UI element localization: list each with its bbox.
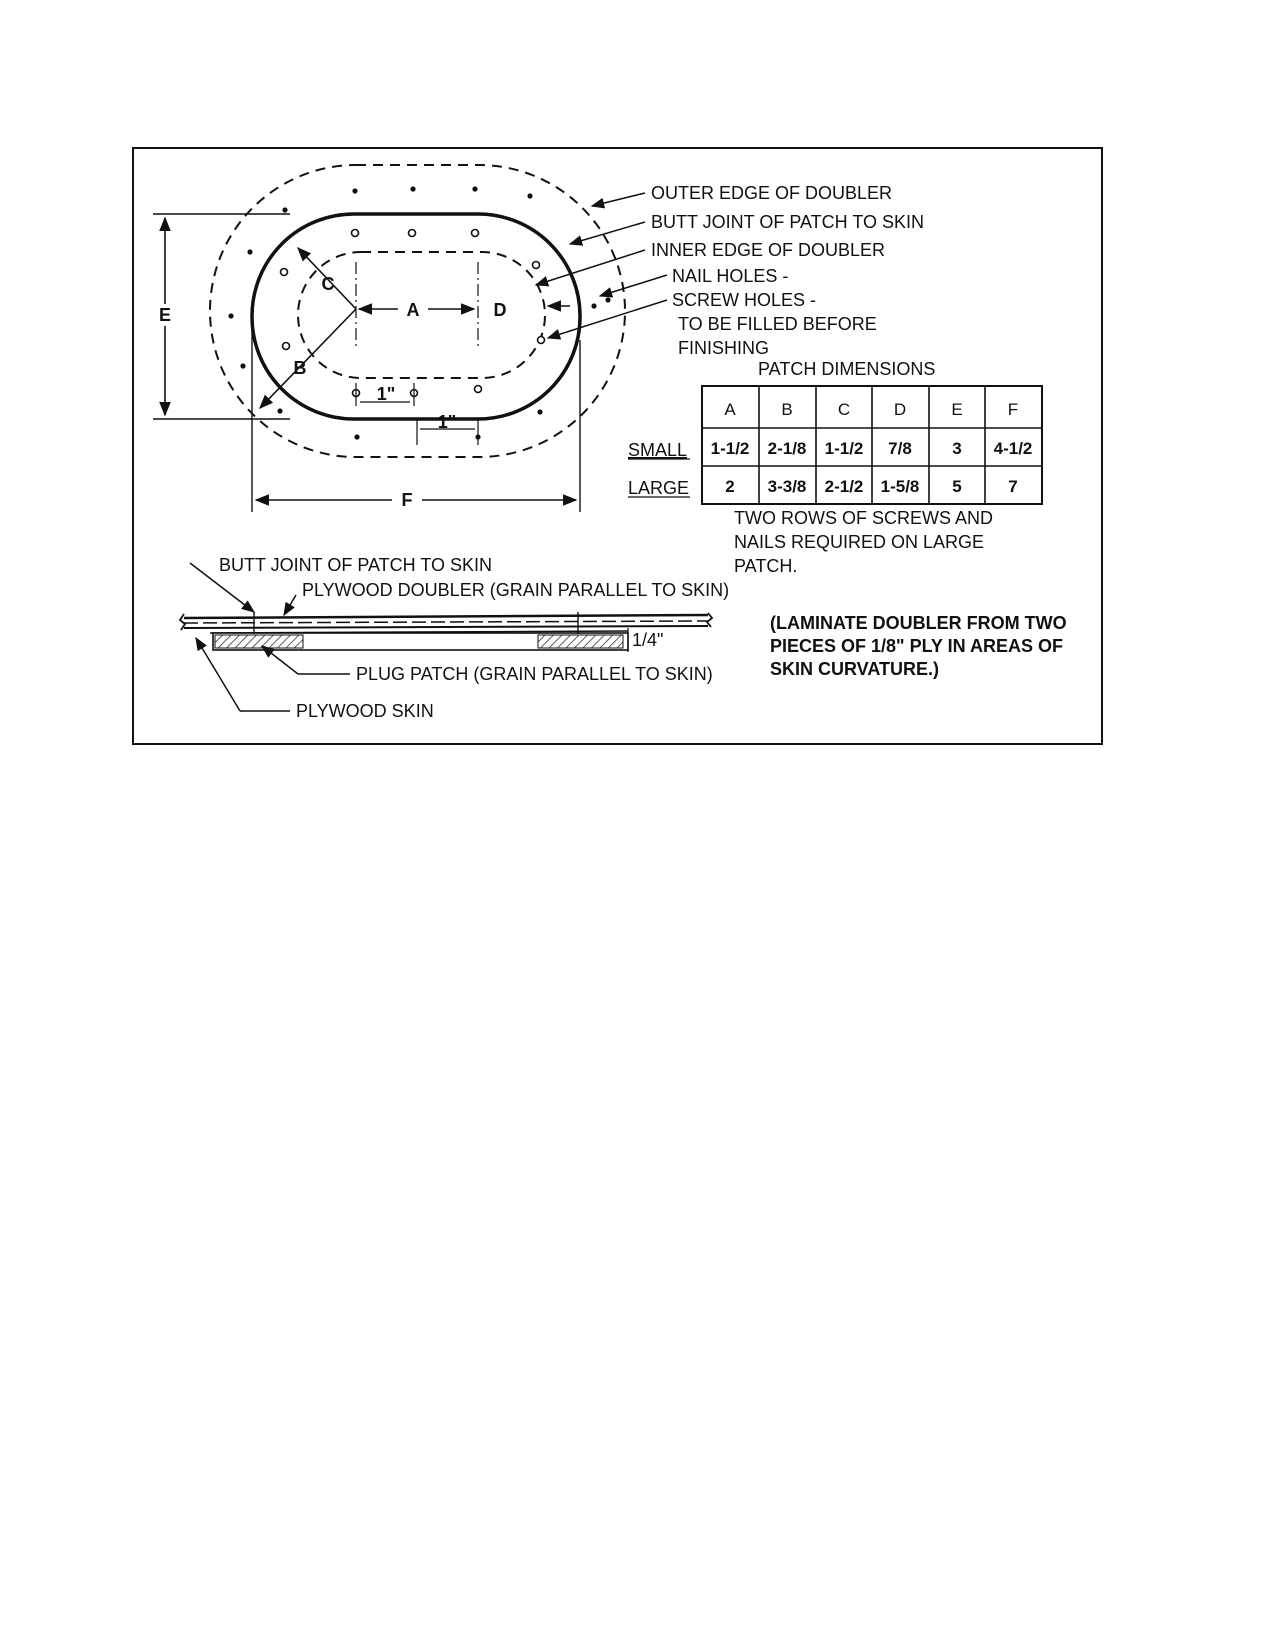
table-note-line3: PATCH.: [734, 556, 798, 576]
table-cell: 7: [1008, 477, 1018, 496]
callout-fill-line1: TO BE FILLED BEFORE: [678, 314, 877, 334]
table-header: A: [724, 400, 736, 419]
table-header: C: [837, 400, 851, 419]
table-cell: 1-5/8: [880, 477, 920, 496]
screw-hole: [352, 230, 359, 237]
table-header: D: [893, 400, 907, 419]
section-view: [180, 555, 729, 721]
row-label-large: LARGE: [628, 478, 690, 498]
table-header: F: [1007, 400, 1019, 419]
dimension-f-label: F: [401, 490, 413, 510]
callout-nail-holes: NAIL HOLES -: [672, 266, 789, 286]
section-skin-line3: [184, 626, 708, 628]
section-butt-joint-label: BUTT JOINT OF PATCH TO SKIN: [219, 555, 493, 575]
section-left-hatch: [215, 635, 303, 648]
screw-hole: [538, 337, 545, 344]
table-cell: 2-1/2: [824, 477, 864, 496]
table-note-line1: TWO ROWS OF SCREWS AND: [734, 508, 993, 528]
callout-leader-inner-edge: [536, 250, 645, 285]
table-cell: 2-1/8: [767, 439, 807, 458]
callout-inner-edge: INNER EDGE OF DOUBLER: [651, 240, 886, 260]
nail-hole: [277, 408, 282, 413]
laminate-note: [770, 613, 1067, 679]
table-header: B: [781, 400, 793, 419]
table-cell: 4-1/2: [993, 439, 1033, 458]
dimension-d-label: D: [493, 300, 507, 320]
nail-hole: [228, 313, 233, 318]
section-skin-top: [184, 615, 708, 618]
callout-leader-nail-holes: [600, 275, 667, 296]
nail-holes: [228, 186, 610, 439]
nail-hole: [247, 249, 252, 254]
callout-screw-holes: SCREW HOLES -: [672, 290, 817, 310]
table-cell: 2: [725, 477, 735, 496]
leader-plywood-doubler: [284, 595, 296, 615]
inner-edge-of-doubler: [298, 252, 545, 378]
plan-view: [153, 165, 924, 512]
section-plywood-doubler-label: PLYWOOD DOUBLER (GRAIN PARALLEL TO SKIN): [302, 580, 730, 600]
nail-hole: [354, 434, 359, 439]
screw-hole: [283, 343, 290, 350]
section-plywood-skin-label: PLYWOOD SKIN: [296, 701, 434, 721]
table-cell: 1-1/2: [710, 439, 750, 458]
nail-hole: [591, 303, 596, 308]
callout-fill-line2: FINISHING: [678, 338, 770, 358]
table-cell: 3-3/8: [767, 477, 807, 496]
screw-hole: [281, 269, 288, 276]
nail-hole: [282, 207, 287, 212]
callout-outer-edge: OUTER EDGE OF DOUBLER: [651, 183, 893, 203]
table-cell: 1-1/2: [824, 439, 864, 458]
dimension-c-label: C: [321, 274, 335, 294]
dimension-e-label: E: [158, 305, 172, 325]
nail-hole: [352, 188, 357, 193]
screw-hole: [533, 262, 540, 269]
table-note-line2: NAILS REQUIRED ON LARGE: [734, 532, 985, 552]
dimension-a-label: A: [406, 300, 420, 320]
laminate-note-line2: PIECES OF 1/8" PLY IN AREAS OF: [770, 636, 1063, 656]
one-inch-label-1: 1": [376, 384, 396, 404]
screw-hole: [409, 230, 416, 237]
nail-hole: [605, 297, 610, 302]
table-cell: 3: [952, 439, 962, 458]
table-title: PATCH DIMENSIONS: [758, 359, 936, 379]
dimension-b-line: [260, 309, 356, 408]
callout-leader-outer-edge: [592, 193, 645, 206]
screw-hole: [475, 386, 482, 393]
one-inch-label-2: 1": [437, 412, 457, 432]
thickness-label: 1/4": [632, 630, 664, 650]
screw-hole: [472, 230, 479, 237]
nail-hole: [240, 363, 245, 368]
row-label-small: SMALL: [628, 440, 688, 460]
nail-hole: [410, 186, 415, 191]
dimension-b-label: B: [293, 358, 307, 378]
section-plug-patch-label: PLUG PATCH (GRAIN PARALLEL TO SKIN): [356, 664, 713, 684]
section-right-hatch: [538, 635, 623, 648]
patch-dimensions-table: [628, 359, 1042, 576]
table-header: E: [951, 400, 963, 419]
laminate-note-line3: SKIN CURVATURE.): [770, 659, 940, 679]
table-cell: 7/8: [888, 439, 912, 458]
table-cell: 5: [952, 477, 962, 496]
nail-hole: [537, 409, 542, 414]
callout-butt-joint: BUTT JOINT OF PATCH TO SKIN: [651, 212, 925, 232]
nail-hole: [527, 193, 532, 198]
laminate-note-line1: (LAMINATE DOUBLER FROM TWO: [770, 613, 1067, 633]
section-skin-line2: [184, 621, 708, 623]
nail-hole: [472, 186, 477, 191]
